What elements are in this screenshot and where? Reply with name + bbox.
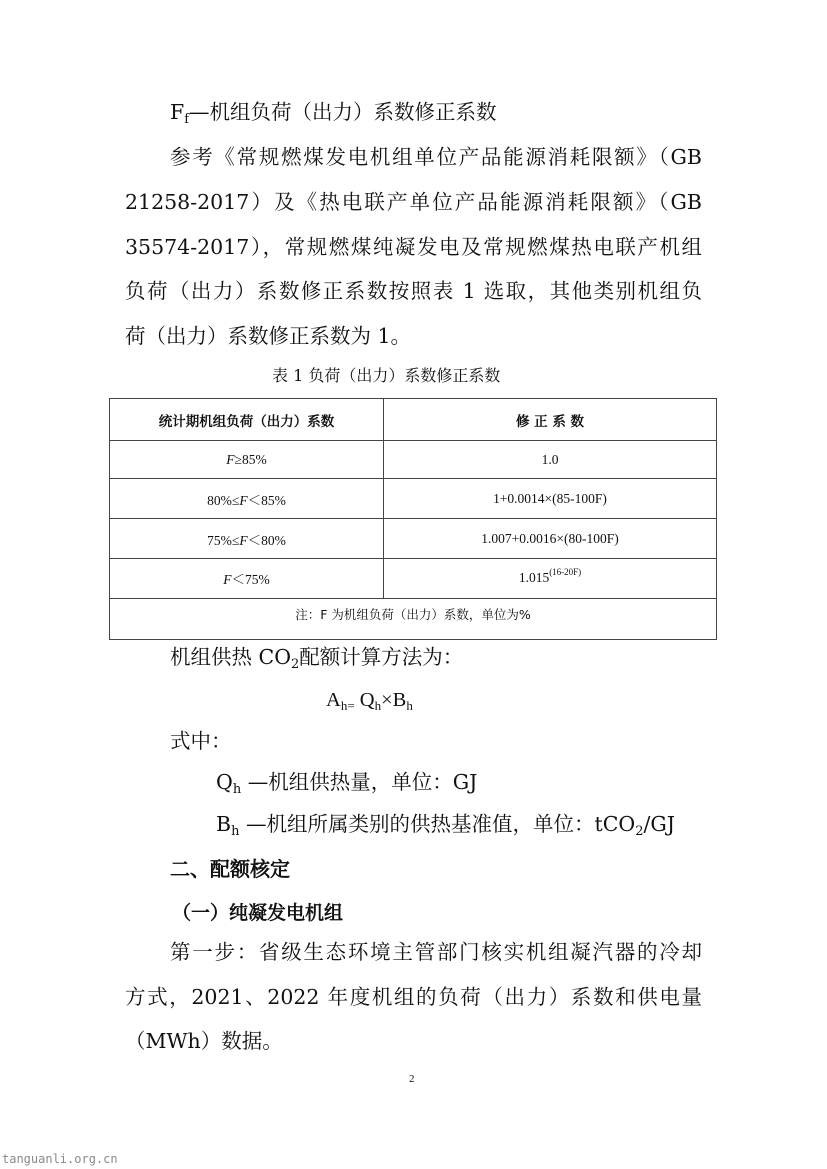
reference-line-5: 荷（出力）系数修正系数为 1。 bbox=[125, 324, 412, 348]
table-cell-condition: 80%≤F＜85% bbox=[110, 479, 384, 519]
variable-f: F bbox=[226, 451, 235, 467]
table-row bbox=[110, 441, 717, 479]
table-note-row bbox=[110, 598, 717, 639]
table-note: 注：F 为机组负荷（出力）系数，单位为% bbox=[110, 598, 717, 639]
heat-quota-intro bbox=[170, 645, 464, 672]
table-cell-condition: F≥85% bbox=[110, 441, 384, 479]
variable-f: F bbox=[223, 572, 232, 588]
formula-q: Q bbox=[354, 689, 375, 711]
reference-line-1: 参考《常规燃煤发电机组单位产品能源消耗限额》（GB bbox=[170, 145, 702, 169]
table-header-row bbox=[110, 399, 717, 441]
table-row bbox=[110, 519, 717, 558]
factor-exponent: (16-20F) bbox=[549, 567, 582, 578]
table-header-load-factor: 统计期机组负荷（出力）系数 bbox=[110, 399, 384, 441]
formula-b-sub: h bbox=[406, 698, 413, 713]
table-cell-factor bbox=[384, 558, 717, 598]
table-row bbox=[110, 558, 717, 598]
variable-f: F bbox=[239, 492, 248, 508]
watermark-url: tanguanli.org.cn bbox=[2, 1152, 118, 1166]
correction-factor-table bbox=[109, 398, 717, 640]
reference-line-4: 负荷（出力）系数修正系数按照表 1 选取，其他类别机组负 bbox=[125, 279, 702, 303]
ff-definition bbox=[170, 100, 497, 127]
bh-symbol: B bbox=[216, 812, 232, 836]
reference-line-3: 35574-2017），常规燃煤纯凝发电及常规燃煤热电联产机组 bbox=[125, 235, 702, 259]
step1-line-1: 第一步：省级生态环境主管部门核实机组凝汽器的冷却 bbox=[170, 940, 702, 964]
formula-q-sub: h bbox=[374, 698, 382, 713]
bh-subscript: h bbox=[231, 824, 240, 839]
factor-base: 1.015 bbox=[518, 570, 550, 586]
heat-quota-formula bbox=[326, 689, 413, 711]
table-cell-factor: 1.007+0.0016×(80-100F) bbox=[384, 519, 717, 558]
heat-intro-tail: 配额计算方法为： bbox=[299, 645, 464, 669]
formula-times-b: ×B bbox=[381, 689, 407, 711]
ff-symbol: F bbox=[170, 100, 185, 124]
qh-subscript: h bbox=[232, 782, 242, 797]
co2-subscript: 2 bbox=[291, 657, 300, 672]
bh-definition bbox=[216, 812, 675, 839]
ff-definition-text: —机组负荷（出力）系数修正系数 bbox=[189, 100, 497, 124]
step1-line-3: （MWh）数据。 bbox=[125, 1029, 283, 1053]
table-cell-factor: 1.0 bbox=[384, 441, 717, 479]
step1-line-2: 方式，2021、2022 年度机组的负荷（出力）系数和供电量 bbox=[125, 985, 702, 1009]
reference-line-2: 21258-2017）及《热电联产单位产品能源消耗限额》（GB bbox=[125, 190, 702, 214]
ff-subscript: f bbox=[184, 112, 190, 127]
qh-symbol: Q bbox=[216, 770, 233, 794]
table-cell-condition: F＜75% bbox=[110, 558, 384, 598]
formula-a: A bbox=[326, 689, 341, 711]
qh-text: —机组供热量，单位：GJ bbox=[241, 770, 478, 794]
page-number: 2 bbox=[409, 1073, 415, 1085]
table-cell-condition: 75%≤F＜80% bbox=[110, 519, 384, 558]
qh-definition bbox=[216, 770, 478, 797]
table-caption: 表 1 负荷（出力）系数修正系数 bbox=[272, 366, 501, 385]
section-heading: 二、配额核定 bbox=[170, 857, 290, 881]
table-row bbox=[110, 479, 717, 519]
bh-text: —机组所属类别的供热基准值，单位：tCO bbox=[239, 812, 636, 836]
unit-subscript: 2 bbox=[635, 824, 644, 839]
subsection-heading: （一）纯凝发电机组 bbox=[172, 902, 344, 924]
unit-tail: /GJ bbox=[643, 812, 675, 836]
where-label: 式中： bbox=[170, 729, 232, 753]
table-cell-factor: 1+0.0014×(85-100F) bbox=[384, 479, 717, 519]
table-header-correction: 修 正 系 数 bbox=[384, 399, 717, 441]
heat-intro-text: 机组供热 CO bbox=[170, 645, 292, 669]
formula-a-sub: h= bbox=[340, 698, 355, 713]
variable-f: F bbox=[239, 532, 248, 548]
